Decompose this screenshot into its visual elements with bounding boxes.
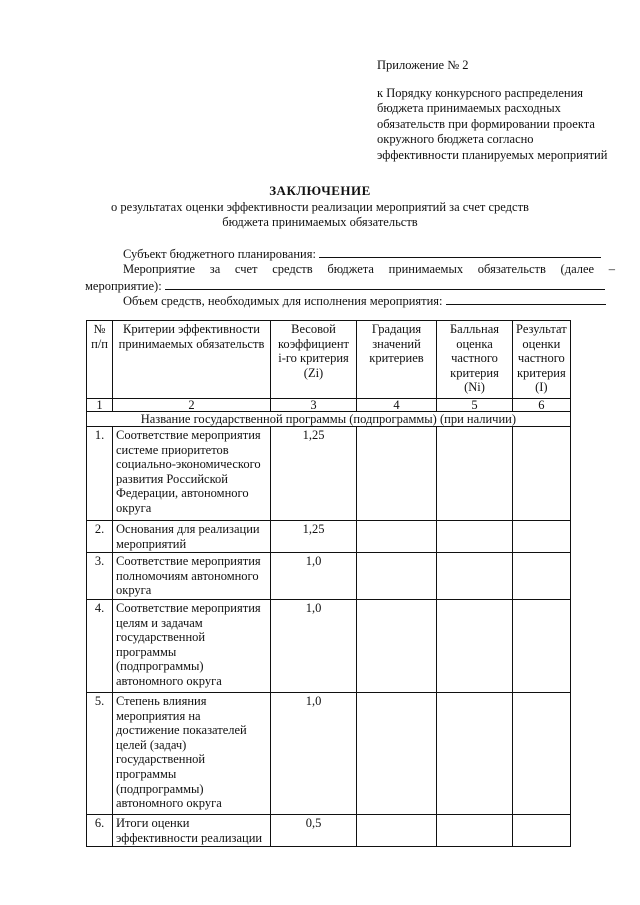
table-row (87, 521, 571, 553)
row-number: 1. (87, 427, 113, 521)
row-criterion: Соответствие мероприятия полномочиям автономного округа (113, 553, 271, 600)
row-score (437, 427, 513, 521)
subject-label: Субъект бюджетного планирования: (123, 247, 316, 261)
row-number: 3. (87, 553, 113, 600)
header-weight: Весовой коэффициент i-го критерия (Zi) (271, 321, 357, 399)
row-weight: 0,5 (271, 814, 357, 846)
row-score (437, 599, 513, 692)
index-cell: 6 (513, 399, 571, 412)
row-gradation (357, 814, 437, 846)
table-row (87, 692, 571, 814)
row-number: 6. (87, 814, 113, 846)
row-number: 2. (87, 521, 113, 553)
row-number: 4. (87, 599, 113, 692)
row-gradation (357, 599, 437, 692)
row-result (513, 553, 571, 600)
row-score (437, 553, 513, 600)
event-label-line-2: мероприятие): (85, 279, 162, 293)
row-gradation (357, 521, 437, 553)
header-score: Балльная оценка частного критерия (Ni) (437, 321, 513, 399)
row-result (513, 692, 571, 814)
subtitle-line-2: бюджета принимаемых обязательств (222, 215, 418, 229)
row-result (513, 427, 571, 521)
appendix-block (377, 58, 627, 163)
row-weight: 1,0 (271, 553, 357, 600)
row-weight: 1,0 (271, 599, 357, 692)
row-criterion: Степень влияния мероприятия на достижение показателей целей (задач) государственной программы (подпрограммы) автономного округа (113, 692, 271, 814)
row-result (513, 814, 571, 846)
evaluation-table (86, 320, 571, 847)
row-score (437, 814, 513, 846)
header-gradation: Градация значений критериев (357, 321, 437, 399)
row-weight: 1,25 (271, 427, 357, 521)
subject-blank-line (319, 246, 601, 258)
header-result: Результат оценки частного критерия (I) (513, 321, 571, 399)
table-row (87, 427, 571, 521)
table-row (87, 814, 571, 846)
row-criterion: Итоги оценки эффективности реализации (113, 814, 271, 846)
subject-field (123, 246, 613, 262)
volume-label: Объем средств, необходимых для исполнения мероприятия: (123, 294, 443, 308)
header-number: № п/п (87, 321, 113, 399)
index-cell: 1 (87, 399, 113, 412)
row-result (513, 521, 571, 553)
event-field (85, 278, 615, 294)
row-criterion: Соответствие мероприятия системе приоритетов социально-экономического развития Российской Федерации, автономного округа (113, 427, 271, 521)
index-cell: 4 (357, 399, 437, 412)
document-title: ЗАКЛЮЧЕНИЕ (269, 183, 371, 198)
program-name-row: Название государственной программы (подпрограммы) (при наличии) (87, 412, 571, 427)
appendix-line: эффективности планируемых мероприятий (377, 147, 608, 162)
table-row (87, 599, 571, 692)
index-cell: 3 (271, 399, 357, 412)
table-row (87, 553, 571, 600)
row-gradation (357, 692, 437, 814)
row-gradation (357, 553, 437, 600)
index-cell: 5 (437, 399, 513, 412)
row-criterion: Основания для реализации мероприятий (113, 521, 271, 553)
event-label-line-1: Мероприятие за счет средств бюджета принимаемых обязательств (далее – (123, 262, 615, 276)
row-result (513, 599, 571, 692)
row-criterion: Соответствие мероприятия целям и задачам государственной программы (подпрограммы) автономного округа (113, 599, 271, 692)
appendix-line: окружного бюджета согласно (377, 132, 534, 146)
row-gradation (357, 427, 437, 521)
volume-blank-line (446, 293, 606, 305)
document-subtitle (0, 200, 640, 230)
appendix-line: бюджета принимаемых расходных (377, 101, 561, 115)
volume-field (123, 293, 618, 309)
row-score (437, 521, 513, 553)
appendix-title: Приложение № 2 (377, 58, 469, 72)
index-cell: 2 (113, 399, 271, 412)
row-score (437, 692, 513, 814)
event-blank-line (165, 278, 605, 290)
appendix-line: к Порядку конкурсного распределения (377, 85, 584, 100)
row-weight: 1,0 (271, 692, 357, 814)
header-criteria: Критерии эффективности принимаемых обязательств (113, 321, 271, 399)
row-weight: 1,25 (271, 521, 357, 553)
subtitle-line-1: о результатах оценки эффективности реализации мероприятий за счет средств (111, 200, 529, 214)
appendix-line: обязательств при формировании проекта (377, 116, 595, 131)
row-number: 5. (87, 692, 113, 814)
